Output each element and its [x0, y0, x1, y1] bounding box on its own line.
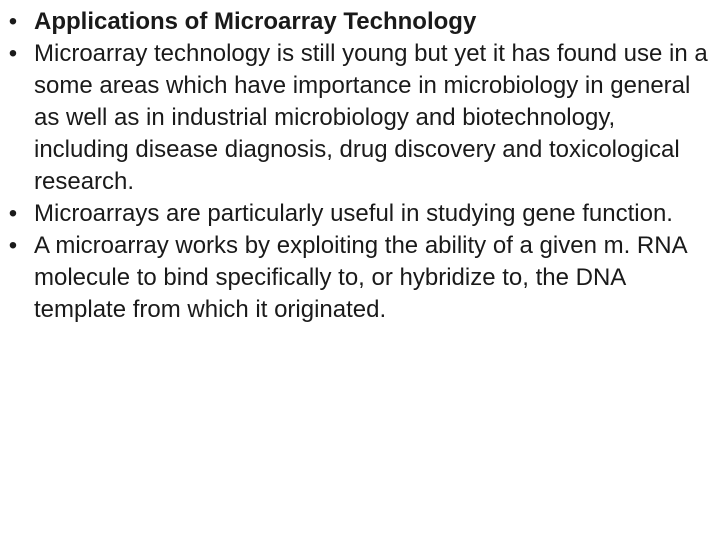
bullet-text: Microarrays are particularly useful in studying gene function. — [34, 200, 673, 227]
bullet-item — [0, 38, 714, 198]
bullet-marker: • — [8, 8, 18, 35]
bullet-list — [0, 6, 714, 326]
bullet-item — [0, 198, 714, 230]
bullet-marker: • — [8, 200, 18, 227]
bullet-marker: • — [8, 40, 18, 67]
bullet-item — [0, 230, 714, 326]
slide-heading: Applications of Microarray Technology — [34, 8, 477, 35]
bullet-text: Microarray technology is still young but yet it has found use in a some areas which have importance in microbiology in general as well as in industrial microbiology and biotechnology, including disease diagnosis, drug discovery and toxicological research. — [34, 40, 708, 195]
bullet-text: A microarray works by exploiting the ability of a given m. RNA molecule to bind specifically to, or hybridize to, the DNA template from which it originated. — [34, 232, 687, 323]
bullet-marker: • — [8, 232, 18, 259]
bullet-item-heading — [0, 6, 714, 38]
